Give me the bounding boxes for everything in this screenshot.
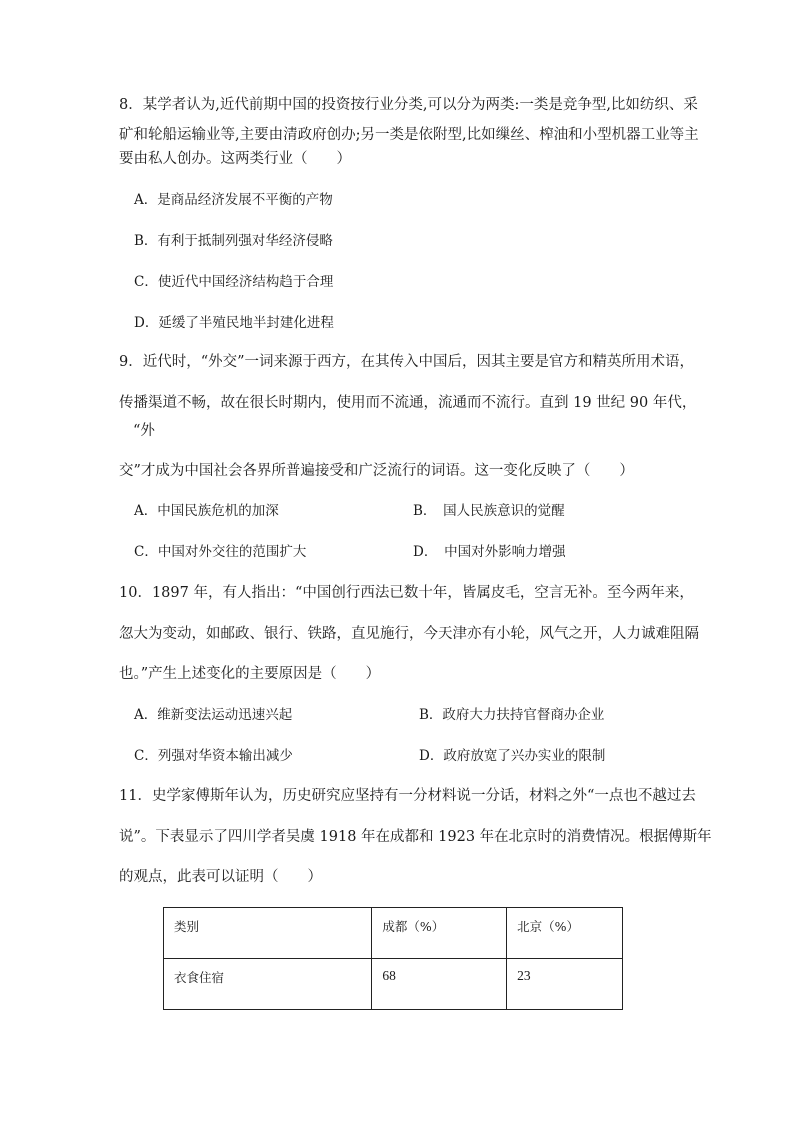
q10-stem-line-3: 也。”产生上述变化的主要原因是（ ） — [119, 666, 381, 682]
q11-stem-line-3: 的观点，此表可以证明（ ） — [119, 869, 322, 885]
q9-stem-line-3: “外 — [133, 423, 155, 439]
q9-option-d: D． 中国对外影响力增强 — [413, 544, 566, 560]
q9-option-c: C．中国对外交往的范围扩大 — [134, 544, 307, 560]
q8-stem-line-3: 要由私人创办。这两类行业（ ） — [119, 151, 351, 167]
q10-option-c: C．列强对华资本输出减少 — [134, 748, 293, 764]
q9-stem-line-1: 9．近代时，“外交”一词来源于西方，在其传入中国后，因其主要是官方和精英所用术语， — [119, 354, 695, 370]
q11-stem-line-1: 11．史学家傅斯年认为，历史研究应坚持有一分材料说一分话，材料之外“一点也不越过去 — [119, 788, 696, 804]
table-header-category: 类别 — [164, 908, 372, 959]
q10-option-d: D．政府放宽了兴办实业的限制 — [419, 748, 606, 764]
table-header-chengdu: 成都（%） — [372, 908, 507, 959]
q10-stem-line-2: 忽大为变动，如邮政、银行、铁路，直见施行，今天津亦有小轮，风气之开，人力诚难阻隔 — [119, 626, 699, 642]
q9-stem-line-4: 交”才成为中国社会各界所普遍接受和广泛流行的词语。这一变化反映了（ ） — [119, 463, 634, 479]
q10-stem-line-1: 10．1897 年，有人指出：“中国创行西法已数十年，皆属皮毛，空言无补。至今两年来， — [119, 585, 694, 601]
q8-option-c: C．使近代中国经济结构趋于合理 — [134, 274, 334, 290]
table-cell-chengdu: 68 — [372, 959, 507, 1010]
table-row — [164, 959, 623, 1010]
q9-option-a: A．中国民族危机的加深 — [134, 503, 279, 519]
q8-stem-line-2: 矿和轮船运输业等,主要由清政府创办;另一类是依附型,比如缫丝、榨油和小型机器工业等主 — [119, 127, 699, 143]
q8-option-a: A．是商品经济发展不平衡的产物 — [134, 192, 333, 208]
consumption-table — [163, 907, 623, 1010]
q8-stem-line-1: 8．某学者认为,近代前期中国的投资按行业分类,可以分为两类:一类是竞争型,比如纺织、采 — [119, 97, 698, 113]
table-cell-beijing: 23 — [507, 959, 623, 1010]
q8-option-d: D．延缓了半殖民地半封建化进程 — [134, 315, 334, 331]
table-header-row — [164, 908, 623, 959]
q11-stem-line-2: 说”。下表显示了四川学者吴虞 1918 年在成都和 1923 年在北京时的消费情况。根据傅斯年 — [119, 829, 712, 845]
table-cell-category: 衣食住宿 — [164, 959, 372, 1010]
q10-option-a: A．维新变法运动迅速兴起 — [134, 707, 293, 723]
q9-stem-line-2: 传播渠道不畅，故在很长时期内，使用而不流通，流通而不流行。直到 19 世纪 90 年代， — [119, 395, 697, 411]
q8-option-b: B．有利于抵制列强对华经济侵略 — [134, 233, 333, 249]
table-header-beijing: 北京（%） — [507, 908, 623, 959]
q9-option-b: B． 国人民族意识的觉醒 — [413, 503, 565, 519]
q10-option-b: B．政府大力扶持官督商办企业 — [419, 707, 605, 723]
